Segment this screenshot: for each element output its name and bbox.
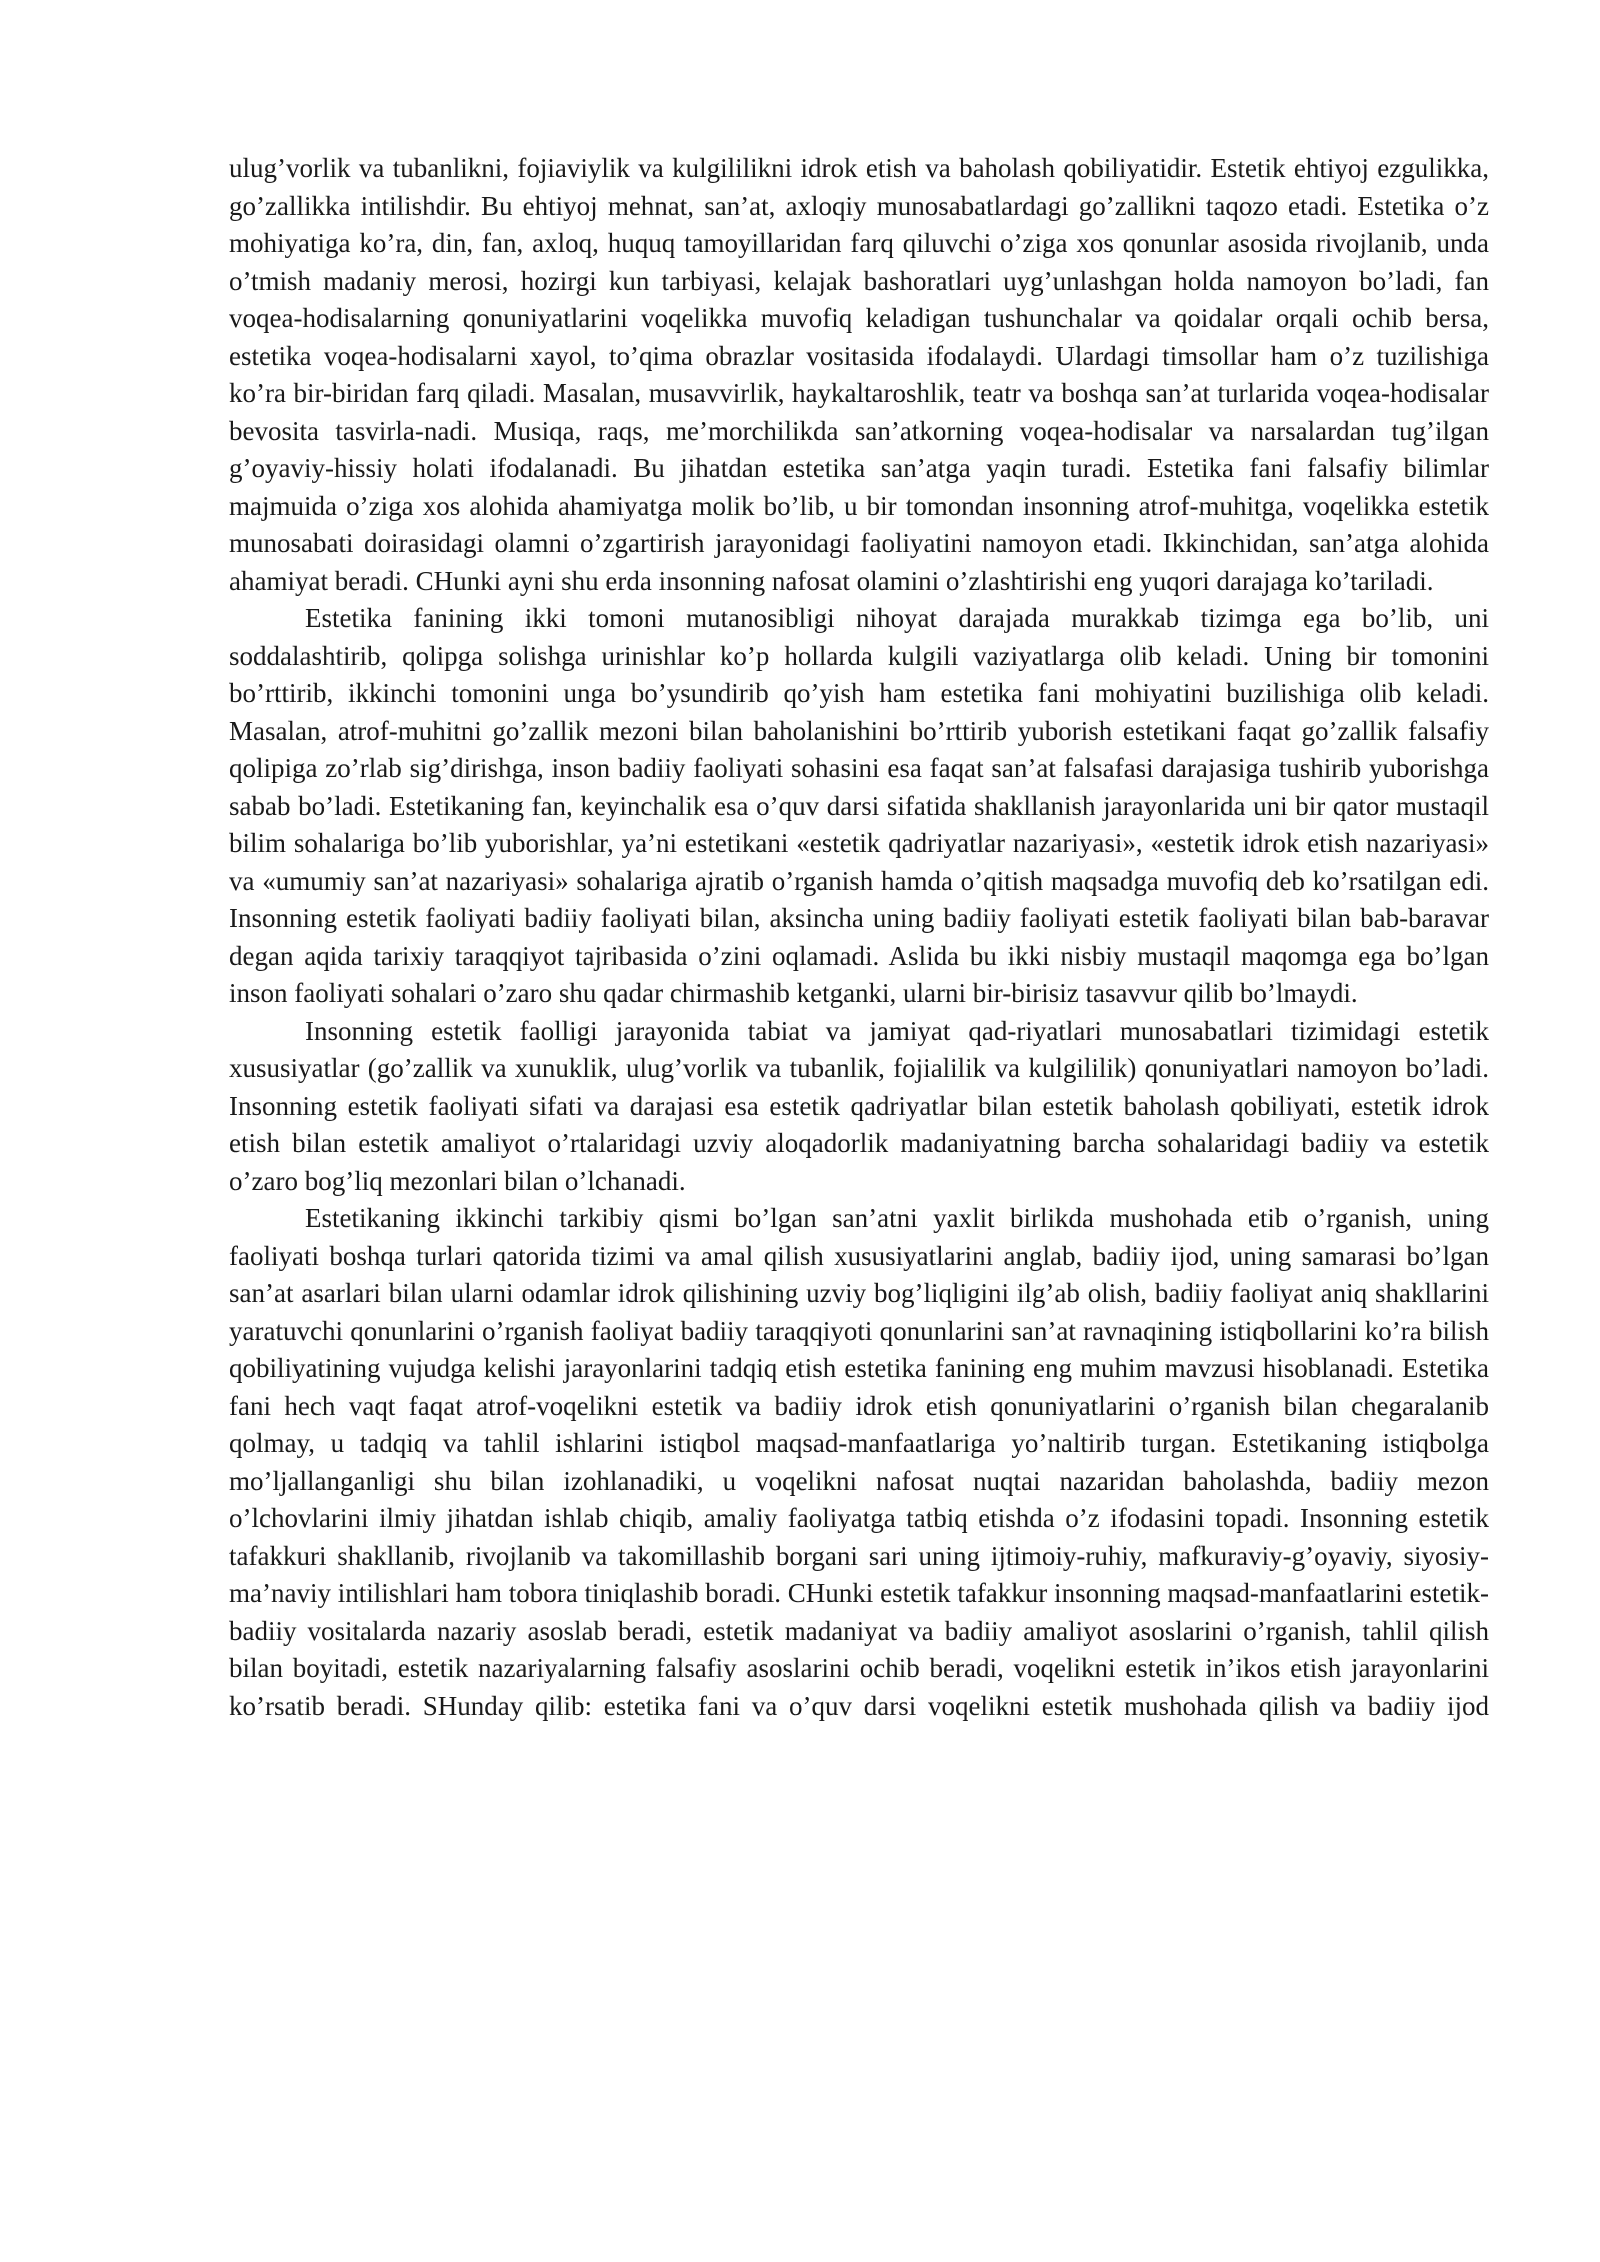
paragraph-2: Estetika fanining ikki tomoni mutanosibligi nihoyat darajada murakkab tizimga ega bo’lib, uni soddalashtirib, qolipga solishga urinishlar ko’p hollarda kulgili vaziyatlarga olib keladi. Uning bir tomonini bo’rttirib, ikkinchi tomonini unga bo’ysundirib qo’yish ham estetika fani mohiyatini buzilishiga olib keladi. Masalan, atrof-muhitni go’zallik mezoni bilan baholanishini bo’rttirib yuborish estetikani faqat go’zallik falsafiy qolipiga zo’rlab sig’dirishga, inson badiiy faoliyati sohasini esa faqat san’at falsafasi darajasiga tushirib yuborishga sabab bo’ladi. Estetikaning fan, keyinchalik esa o’quv darsi sifatida shakllanish jarayonlarida uni bir qator mustaqil bilim sohalariga bo’lib yuborishlar, ya’ni estetikani «estetik qadriyatlar nazariyasi», «estetik idrok etish nazariyasi» va «umumiy san’at nazariyasi» sohalariga ajratib o’rganish hamda o’qitish maqsadga muvofiq deb ko’rsatilgan edi. Insonning estetik faoliyati badiiy faoliyati bilan, aksincha uning badiiy faoliyati estetik faoliyati bilan bab-baravar degan aqida tarixiy taraqqiyot tajribasida o’zini oqlamadi. Aslida bu ikki nisbiy mustaqil maqomga ega bo’lgan inson faoliyati sohalari o’zaro shu qadar chirmashib ketganki, ularni bir-birisiz tasavvur qilib bo’lmaydi.: [229, 603, 1489, 1008]
paragraph-3: Insonning estetik faolligi jarayonida tabiat va jamiyat qad-riyatlari munosabatlari tizimidagi estetik xususiyatlar (go’zallik va xunuklik, ulug’vorlik va tubanlik, fojialilik va kulgililik) qonuniyatlari namoyon bo’ladi. Insonning estetik faoliyati sifati va darajasi esa estetik qadriyatlar bilan estetik baholash qobiliyati, estetik idrok etish bilan estetik amaliyot o’rtalaridagi uzviy aloqadorlik madaniyatning barcha sohalaridagi badiiy va estetik o’zaro bog’liq mezonlari bilan o’lchanadi.: [229, 1015, 1489, 1196]
paragraph-1: ulug’vorlik va tubanlikni, fojiaviylik va kulgililikni idrok etish va baholash qobiliyatidir. Estetik ehtiyoj ezgulikka, go’zallikka intilishdir. Bu ehtiyoj mehnat, san’at, axloqiy munosabatlardagi go’zallikni taqozo etadi. Estetika o’z mohiyatiga ko’ra, din, fan, axloq, huquq tamoyillaridan farq qiluvchi o’ziga xos qonunlar asosida rivojlanib, unda o’tmish madaniy merosi, hozirgi kun tarbiyasi, kelajak bashoratlari uyg’unlashgan holda namoyon bo’ladi, fan voqea-hodisalarning qonuniyatlarini voqelikka muvofiq keladigan tushunchalar va qoidalar orqali ochib bersa, estetika voqea-hodisalarni xayol, to’qima obrazlar vositasida ifodalaydi. Ulardagi timsollar ham o’z tuzilishiga ko’ra bir-biridan farq qiladi. Masalan, musavvirlik, haykaltaroshlik, teatr va boshqa san’at turlarida voqea-hodisalar bevosita tasvirla-nadi. Musiqa, raqs, me’morchilikda san’atkorning voqea-hodisalar va narsalardan tug’ilgan g’oyaviy-hissiy holati ifodalanadi. Bu jihatdan estetika san’atga yaqin turadi. Estetika fani falsafiy bilimlar majmuida o’ziga xos alohida ahamiyatga molik bo’lib, u bir tomondan insonning atrof-muhitga, voqelikka estetik munosabati doirasidagi olamni o’zgartirish jarayonidagi faoliyatini namoyon etadi. Ikkinchidan, san’atga alohida ahamiyat beradi. CHunki ayni shu erda insonning nafosat olamini o’zlashtirishi eng yuqori darajaga ko’tariladi.: [229, 153, 1489, 596]
document-body: [229, 150, 1489, 1725]
paragraph-4: Estetikaning ikkinchi tarkibiy qismi bo’lgan san’atni yaxlit birlikda mushohada etib o’rganish, uning faoliyati boshqa turlari qatorida tizimi va amal qilish xususiyatlarini anglab, badiiy ijod, uning samarasi bo’lgan san’at asarlari bilan ularni odamlar idrok qilishining uzviy bog’liqligini ilg’ab olish, badiiy faoliyat aniq shakllarini yaratuvchi qonunlarini o’rganish faoliyat badiiy taraqqiyoti qonunlarini san’at ravnaqining istiqbollarini ko’ra bilish qobiliyatining vujudga kelishi jarayonlarini tadqiq etish estetika fanining eng muhim mavzusi hisoblanadi. Estetika fani hech vaqt faqat atrof-voqelikni estetik va badiiy idrok etish qonuniyatlarini o’rganish bilan chegaralanib qolmay, u tadqiq va tahlil ishlarini istiqbol maqsad-manfaatlariga yo’naltirib turgan. Estetikaning istiqbolga mo’ljallanganligi shu bilan izohlanadiki, u voqelikni nafosat nuqtai nazaridan baholashda, badiiy mezon o’lchovlarini ilmiy jihatdan ishlab chiqib, amaliy faoliyatga tatbiq etishda o’z ifodasini topadi. Insonning estetik tafakkuri shakllanib, rivojlanib va takomillashib borgani sari uning ijtimoiy-ruhiy, mafkuraviy-g’oyaviy, siyosiy-ma’naviy intilishlari ham tobora tiniqlashib boradi. CHunki estetik tafakkur insonning maqsad-manfaatlarini estetik-badiiy vositalarda nazariy asoslab beradi, estetik madaniyat va badiiy amaliyot asoslarini o’rganish, tahlil qilish bilan boyitadi, estetik nazariyalarning falsafiy asoslarini ochib beradi, voqelikni estetik in’ikos etish jarayonlarini ko’rsatib beradi. SHunday qilib: estetika fani va o’quv darsi voqelikni estetik mushohada qilish va badiiy ijod: [229, 1203, 1489, 1721]
